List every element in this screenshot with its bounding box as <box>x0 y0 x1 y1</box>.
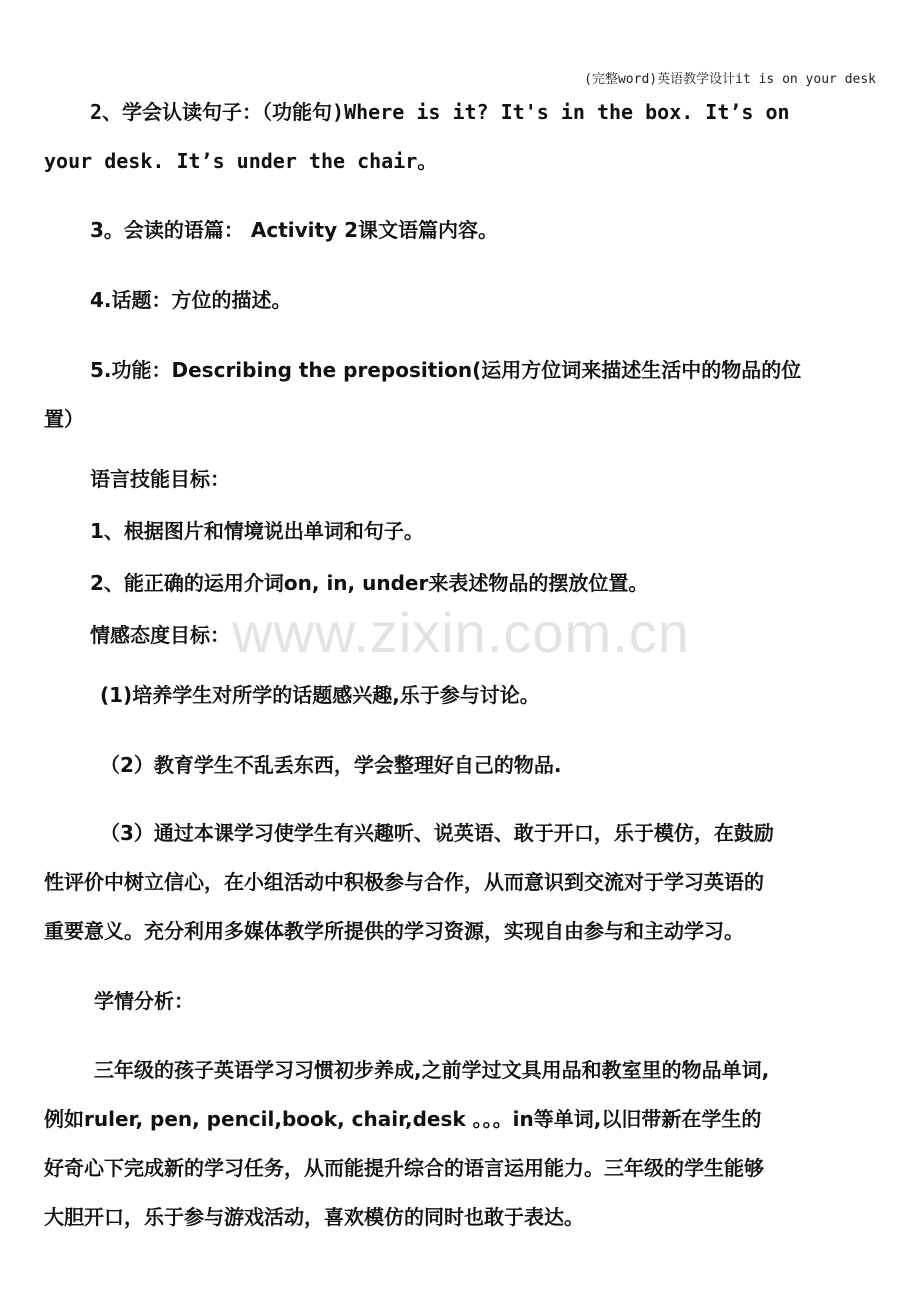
attitude-item-3-line-1: （3）通过本课学习使学生有兴趣听、说英语、敢于开口，乐于模仿，在鼓励 <box>100 821 774 845</box>
watermark: www.zixin.com.cn <box>232 601 690 664</box>
objective-sentences-line-2: your desk. It’s under the chair。 <box>44 149 438 173</box>
objective-function-line-1: 5.功能：Describing the preposition(运用方位词来描述生活中的物品的位 <box>90 358 802 382</box>
section-heading-attitude: 情感态度目标： <box>90 623 230 647</box>
student-analysis-line-2: 例如ruler, pen, pencil,book, chair,desk 。。。in等单词,以旧带新在学生的 <box>44 1107 762 1131</box>
attitude-item-3-line-2: 性评价中树立信心，在小组活动中积极参与合作，从而意识到交流对于学习英语的 <box>44 870 764 894</box>
attitude-item-3-line-3: 重要意义。充分利用多媒体教学所提供的学习资源，实现自由参与和主动学习。 <box>44 919 744 943</box>
attitude-item-1: (1)培养学生对所学的话题感兴趣,乐于参与讨论。 <box>100 683 540 707</box>
attitude-item-2: （2）教育学生不乱丢东西，学会整理好自己的物品. <box>100 753 562 777</box>
objective-function-line-2: 置） <box>44 407 84 431</box>
student-analysis-line-1: 三年级的孩子英语学习习惯初步养成,之前学过文具用品和教室里的物品单词, <box>94 1058 770 1082</box>
objective-sentences-line-1: 2、学会认读句子：（功能句)Where is it? It's in the box. It’s on <box>90 100 790 124</box>
language-skill-item-1: 1、根据图片和情境说出单词和句子。 <box>90 519 424 543</box>
language-skill-item-2: 2、能正确的运用介词on, in, under来表述物品的摆放位置。 <box>90 571 649 595</box>
section-heading-student-analysis: 学情分析： <box>94 989 194 1013</box>
objective-text-line: 3。会读的语篇： Activity 2课文语篇内容。 <box>90 218 498 242</box>
student-analysis-line-4: 大胆开口，乐于参与游戏活动，喜欢模仿的同时也敢于表达。 <box>44 1205 584 1229</box>
objective-topic-line: 4.话题：方位的描述。 <box>90 288 292 312</box>
section-heading-language-skills: 语言技能目标： <box>90 467 230 491</box>
running-header: (完整word)英语教学设计it is on your desk <box>584 72 876 87</box>
student-analysis-line-3: 好奇心下完成新的学习任务，从而能提升综合的语言运用能力。三年级的学生能够 <box>44 1156 764 1180</box>
